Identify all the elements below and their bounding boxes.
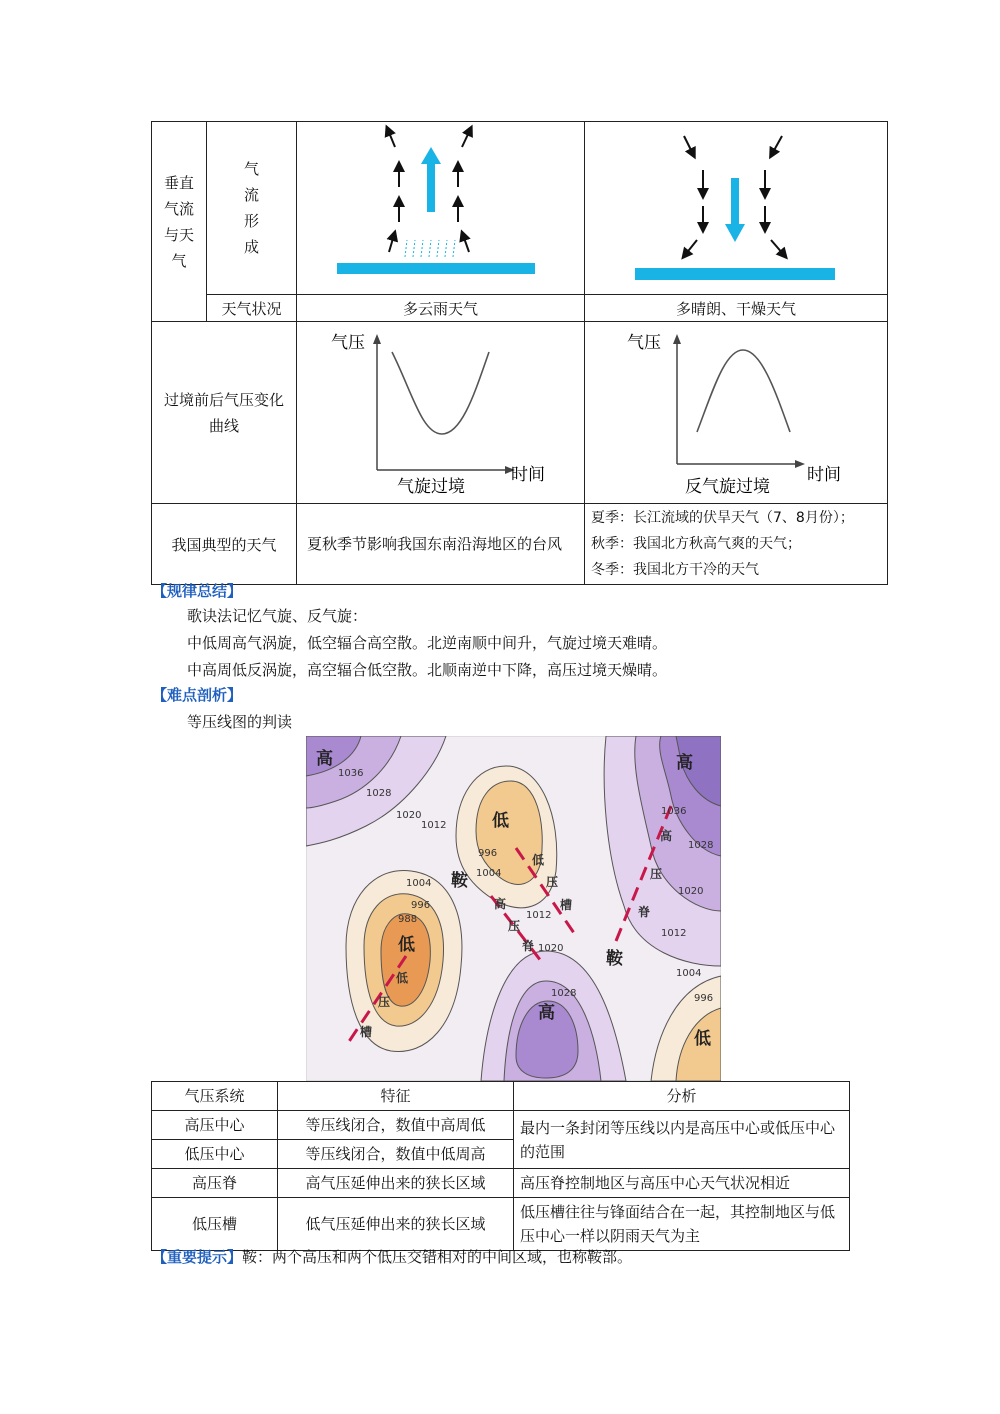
big-rising-arrow-head xyxy=(421,147,441,164)
vertical-airflow-header xyxy=(152,122,207,322)
rising-airflow-diagram xyxy=(297,122,585,290)
summary-line-1: 歌诀法记忆气旋、反气旋： xyxy=(187,607,368,625)
iso-1004-center: 1004 xyxy=(476,868,502,879)
cyclone-graph-caption: 气旋过境 xyxy=(397,477,465,497)
isobar-map xyxy=(306,736,721,1081)
cyclone-graph-xlabel: 时间 xyxy=(511,465,545,485)
iso-996-center: 996 xyxy=(478,848,498,859)
row-trough-system: 低压槽 xyxy=(152,1198,278,1251)
typical-winter: 冬季：我国北方干冷的天气 xyxy=(591,562,759,578)
label-high-right: 高 xyxy=(676,753,693,773)
iso-1004-left: 1004 xyxy=(406,878,432,889)
sinking-airflow-diagram xyxy=(585,122,888,290)
anticyclone-curve xyxy=(697,350,790,432)
typical-weather-label: 我国典型的天气 xyxy=(152,504,297,585)
iso-1012-center: 1012 xyxy=(526,910,552,921)
typical-summer: 夏季：长江流域的伏旱天气（7、8月份）； xyxy=(591,510,854,526)
iso-996-left: 996 xyxy=(411,900,431,911)
iso-996-bottomright: 996 xyxy=(694,993,714,1004)
tip-title: 【重要提示】 xyxy=(152,1248,243,1266)
row-high-center-feature: 等压线闭合，数值中高周低 xyxy=(278,1111,514,1140)
trough-char-left-1: 低 xyxy=(396,971,409,985)
row-trough-analysis: 低压槽往往与锋面结合在一起，其控制地区与低压中心一样以阴雨天气为主 xyxy=(514,1198,850,1251)
important-tip xyxy=(152,1244,632,1270)
trough-char-2: 压 xyxy=(546,875,559,889)
tip-text: 鞍：两个高压和两个低压交错相对的中间区域，也称鞍部。 xyxy=(242,1248,633,1266)
label-high-bottom: 高 xyxy=(538,1003,555,1023)
trough-char-left-2: 压 xyxy=(378,995,391,1009)
typical-autumn: 秋季：我国北方秋高气爽的天气； xyxy=(591,536,801,552)
iso-1020-bottom: 1020 xyxy=(538,943,564,954)
header-feature: 特征 xyxy=(278,1082,514,1111)
iso-1036-right: 1036 xyxy=(661,806,687,817)
header-analysis: 分析 xyxy=(514,1082,850,1111)
cyclone-curve xyxy=(392,352,489,434)
anticyclone-graph-caption: 反气旋过境 xyxy=(685,477,770,497)
anticyclone-pressure-graph xyxy=(585,322,888,499)
row-low-center-feature: 等压线闭合，数值中低周高 xyxy=(278,1140,514,1169)
anticyclone-graph-cell xyxy=(585,322,888,504)
iso-1028-bottom: 1028 xyxy=(551,988,577,999)
pressure-system-table xyxy=(151,1081,850,1251)
difficulty-title: 【难点剖析】 xyxy=(152,686,243,704)
header-system: 气压系统 xyxy=(152,1082,278,1111)
anticyclone-graph-xlabel: 时间 xyxy=(807,465,841,485)
airflow-formation-label: 气流形成 xyxy=(243,160,259,256)
pressure-change-label: 过境前后气压变化曲线 xyxy=(163,390,284,435)
summary-line-3: 中高周低反涡旋，高空辐合低空散。北顺南逆中下降，高压过境天燥晴。 xyxy=(187,661,668,679)
weather-status-label: 天气状况 xyxy=(207,295,297,322)
difficulty-subtitle: 等压线图的判读 xyxy=(187,713,293,731)
label-low-left: 低 xyxy=(398,935,415,955)
ridge-char-center-1: 高 xyxy=(494,897,507,911)
iso-1028-right: 1028 xyxy=(688,840,714,851)
cyclone-pressure-graph xyxy=(297,322,585,499)
ground-bar xyxy=(635,268,835,280)
typical-anticyclone-weather xyxy=(585,504,888,585)
iso-1036-topleft: 1036 xyxy=(338,768,364,779)
row-low-center-system: 低压中心 xyxy=(152,1140,278,1169)
iso-1012-right: 1012 xyxy=(661,928,687,939)
label-high-topleft: 高 xyxy=(316,749,333,769)
center-analysis: 最内一条封闭等压线以内是高压中心或低压中心的范围 xyxy=(514,1111,850,1169)
rising-airflow-cell xyxy=(297,122,585,295)
sinking-airflow-cell xyxy=(585,122,888,295)
airflow-formation-label-cell xyxy=(207,122,297,295)
cyclone-graph-cell xyxy=(297,322,585,504)
summary-title: 【规律总结】 xyxy=(152,582,243,600)
row-high-center-system: 高压中心 xyxy=(152,1111,278,1140)
iso-1020-right: 1020 xyxy=(678,886,704,897)
ridge-char-right-2: 压 xyxy=(650,867,663,881)
row-ridge-system: 高压脊 xyxy=(152,1169,278,1198)
iso-1012-topleft: 1012 xyxy=(421,820,447,831)
trough-char-3: 槽 xyxy=(560,898,573,912)
cyclone-comparison-table xyxy=(151,121,888,585)
trough-char-left-3: 槽 xyxy=(360,1025,373,1039)
label-low-center: 低 xyxy=(492,811,509,831)
anticyclone-graph-ylabel: 气压 xyxy=(627,333,661,353)
cyclone-graph-ylabel: 气压 xyxy=(331,333,365,353)
ridge-char-right-3: 脊 xyxy=(638,905,651,919)
anticyclone-weather: 多晴朗、干燥天气 xyxy=(585,295,888,322)
typical-cyclone-weather: 夏秋季节影响我国东南沿海地区的台风 xyxy=(297,504,585,585)
ridge-char-center-3: 脊 xyxy=(522,939,535,953)
big-sinking-arrow-head xyxy=(725,224,745,242)
row-ridge-analysis: 高压脊控制地区与高压中心天气状况相近 xyxy=(514,1169,850,1198)
label-saddle-left: 鞍 xyxy=(451,871,468,891)
iso-1028-topleft: 1028 xyxy=(366,788,392,799)
iso-1004-bottomright: 1004 xyxy=(676,968,702,979)
trough-char-1: 低 xyxy=(532,853,545,867)
ridge-char-center-2: 压 xyxy=(508,919,521,933)
pressure-change-label-cell xyxy=(152,322,297,504)
ground-bar xyxy=(337,263,535,274)
row-ridge-feature: 高气压延伸出来的狭长区域 xyxy=(278,1169,514,1198)
label-low-bottomright: 低 xyxy=(694,1029,711,1049)
cyclone-weather: 多云雨天气 xyxy=(297,295,585,322)
ridge-char-right-1: 高 xyxy=(660,829,673,843)
label-saddle-center: 鞍 xyxy=(606,949,623,969)
summary-line-2: 中低周高气涡旋，低空辐合高空散。北逆南顺中间升，气旋过境天难晴。 xyxy=(187,634,668,652)
iso-1020-topleft: 1020 xyxy=(396,810,422,821)
row-trough-feature: 低气压延伸出来的狭长区域 xyxy=(278,1198,514,1251)
vertical-airflow-header-text: 垂直气流与天气 xyxy=(163,173,194,270)
iso-988-left: 988 xyxy=(398,914,418,925)
